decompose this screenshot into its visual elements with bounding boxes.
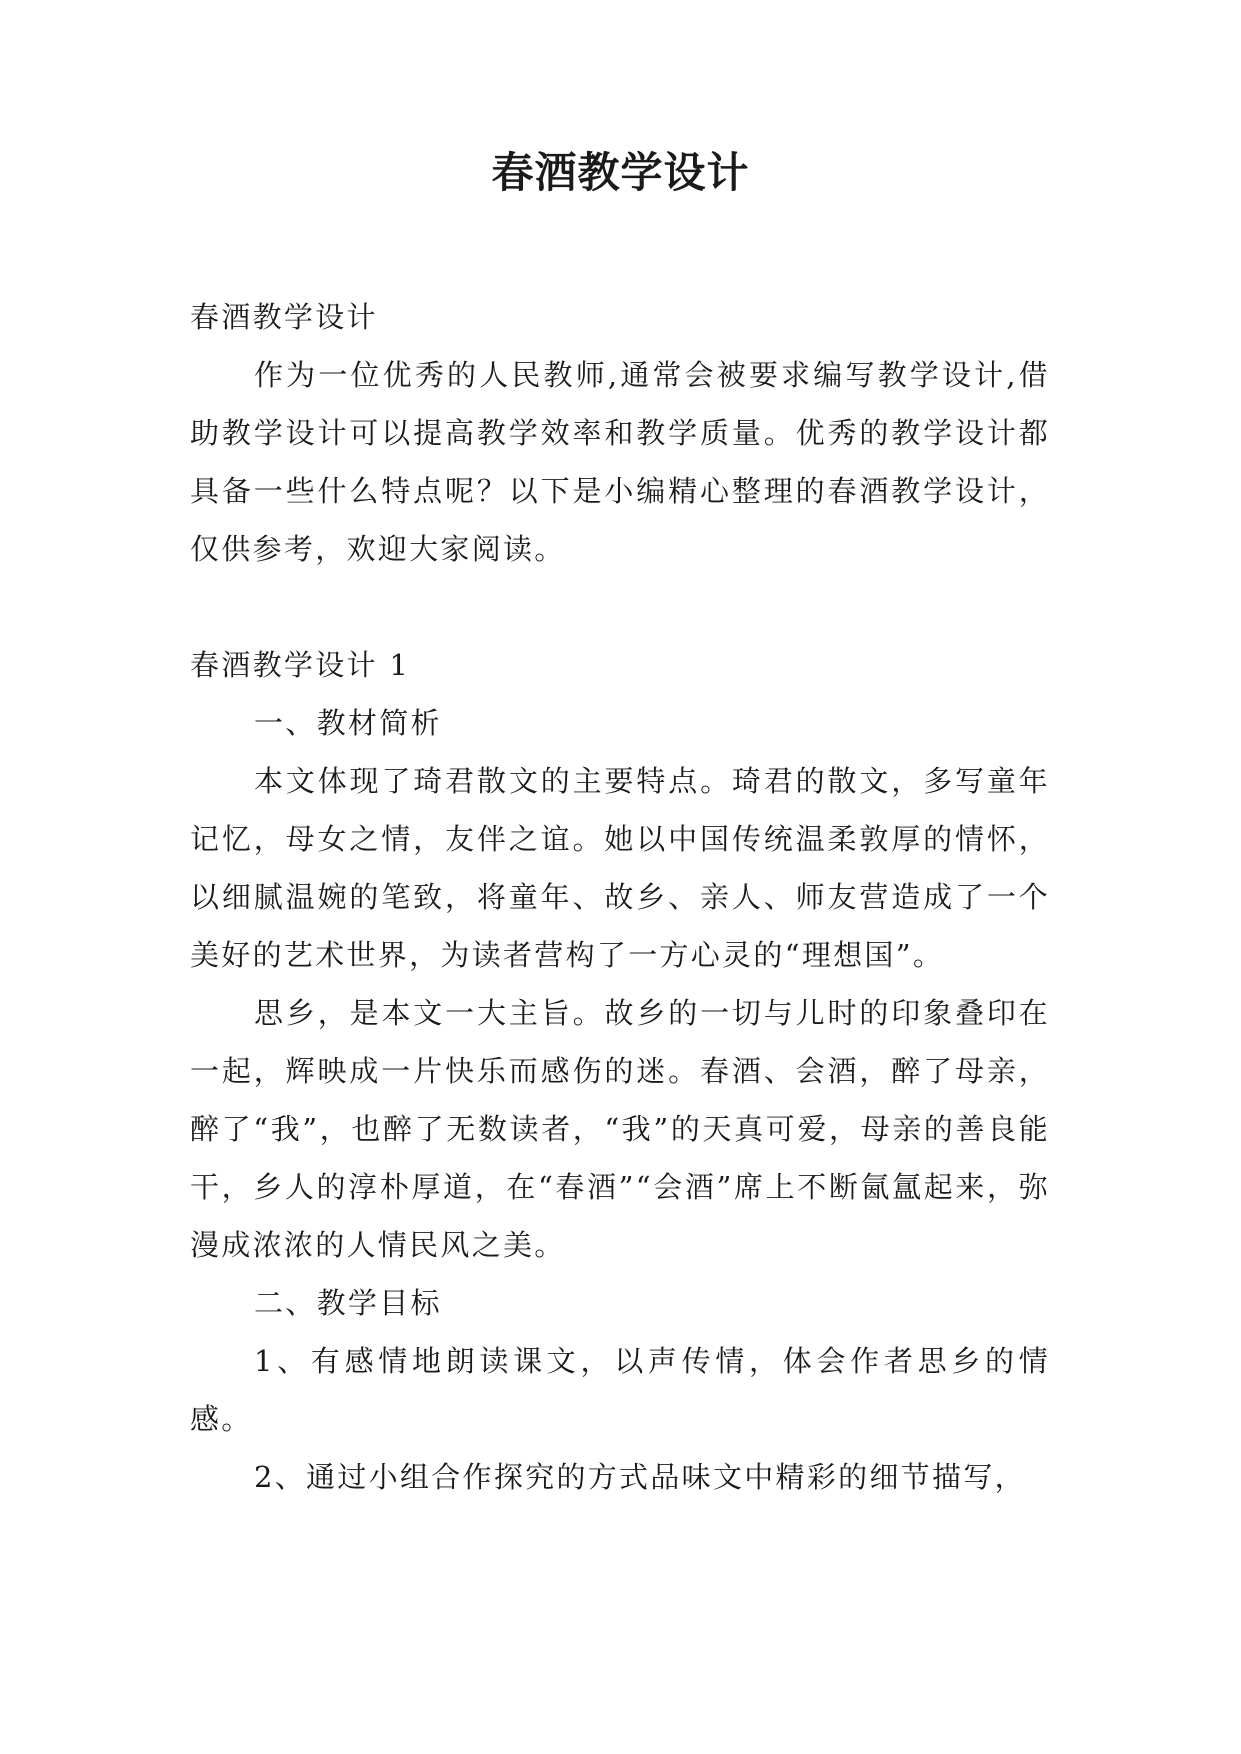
goal-item-2: 2、通过小组合作探究的方式品味文中精彩的细节描写，: [254, 1460, 1026, 1494]
goal-item-1: 1、有感情地朗读课文，以声传情，体会作者思乡的情感。: [190, 1344, 1050, 1436]
subheading-textbook-analysis: 一、教材简析: [254, 706, 442, 740]
document-title: 春酒教学设计: [491, 148, 750, 197]
section-heading-1: 春酒教学设计 1: [190, 648, 411, 682]
paragraph-subtitle: 春酒教学设计: [190, 300, 378, 334]
document-body: [190, 288, 1050, 1506]
paragraph-analysis-1: 本文体现了琦君散文的主要特点。琦君的散文，多写童年记忆，母女之情，友伴之谊。她以中国传统温柔敦厚的情怀，以细腻温婉的笔致，将童年、故乡、亲人、师友营造成了一个美好的艺术世界，为读者营构了一方心灵的“理想国”。: [190, 764, 1050, 972]
subheading-teaching-goals: 二、教学目标: [254, 1286, 442, 1320]
paragraph-analysis-2: 思乡，是本文一大主旨。故乡的一切与儿时的印象叠印在一起，辉映成一片快乐而感伤的迷。春酒、会酒，醉了母亲，醉了“我”，也醉了无数读者，“我”的天真可爱，母亲的善良能干，乡人的淳朴厚道，在“春酒”“会酒”席上不断氤氲起来，弥漫成浓浓的人情民风之美。: [190, 996, 1050, 1262]
paragraph-intro: 作为一位优秀的人民教师,通常会被要求编写教学设计,借助教学设计可以提高教学效率和教学质量。优秀的教学设计都具备一些什么特点呢？以下是小编精心整理的春酒教学设计，仅供参考，欢迎大家阅读。: [190, 358, 1050, 566]
